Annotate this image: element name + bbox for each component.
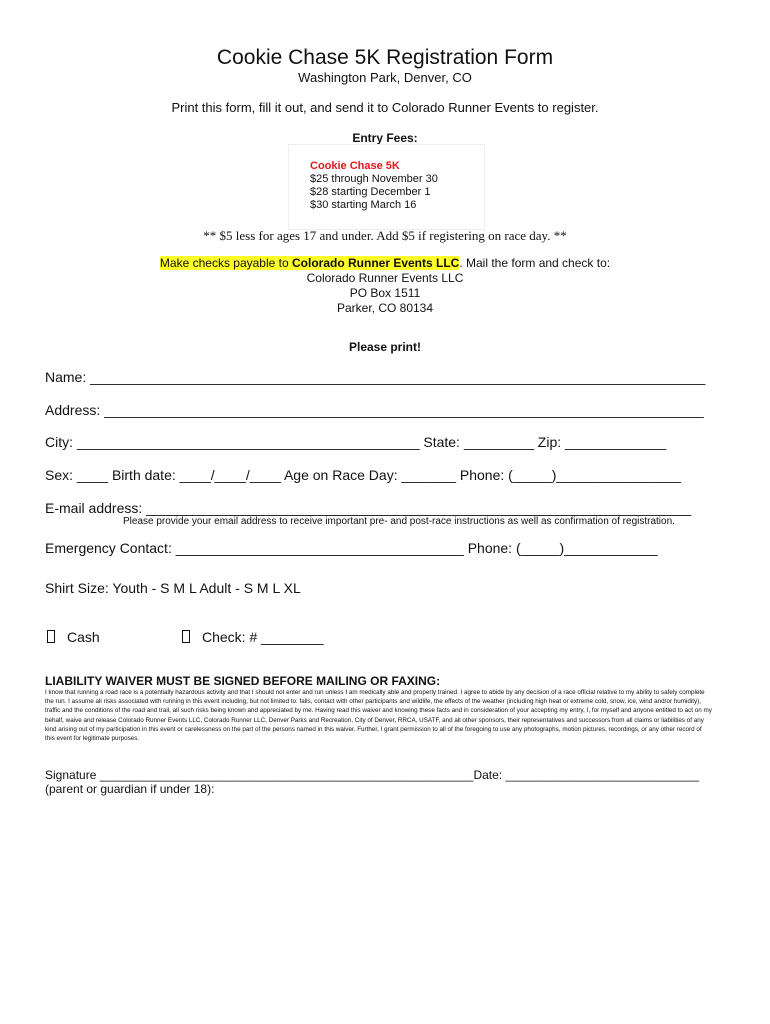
fee-item: $30 starting March 16 [310,199,417,211]
mail-address-line: PO Box 1511 [349,286,421,300]
signature-note: (parent or guardian if under 18): [45,782,215,796]
event-location: Washington Park, Denver, CO [298,70,472,85]
instructions: Print this form, fill it out, and send it to Colorado Runner Events to register. [171,100,599,115]
email-note: Please provide your email address to receive important pre- and post-race instructions as well as confirmation of registration. [123,516,675,527]
waiver-line: kind arising out of my participation in this event or carelessness on the part of the persons named in this waiver. Further, I grant permission to all of the foregoing to use any photographs, motion pictures, recordings, or any other record of [45,725,702,733]
waiver-line: the run. I assume all risks associated with running in this event including, but not limited to: falls, contact with other participants and wildlife, the effects of the weather (including high heat or extreme cold, snow, ice, wind and/or humidity), [45,698,701,706]
emergency-contact-field[interactable]: Emergency Contact: _____________________________________ Phone: (_____)____________ [45,540,658,556]
fee-event-name: Cookie Chase 5K [310,160,400,172]
waiver-text [45,688,712,743]
checkbox-icon[interactable] [182,630,190,643]
mail-address-line: Parker, CO 80134 [336,301,434,315]
payable-suffix: . Mail the form and check to: [459,256,611,270]
cash-label: Cash [67,629,100,645]
address-field[interactable]: Address: _____________________________________________________________________________ [45,402,704,418]
entry-fees-heading: Entry Fees: [352,131,418,145]
mail-address-line: Colorado Runner Events LLC [306,271,464,285]
form-title: Cookie Chase 5K Registration Form [216,46,554,69]
check-option[interactable] [182,629,323,645]
payment-instructions [0,256,770,316]
cash-option[interactable] [45,629,100,645]
waiver-heading: LIABILITY WAIVER MUST BE SIGNED BEFORE MAILING OR FAXING: [45,674,441,688]
entry-fees-box [288,144,485,230]
please-print: Please print! [348,340,422,354]
waiver-line: behalf, waive and release Colorado Runner Events LLC, Colorado Runner LLC, Denver Parks and Recreation, City of Denver, RRCA, USATF, and all other sponsors, their representatives and successors from all claims or liabilities of any [45,716,704,724]
fee-item: $28 starting December 1 [310,186,431,198]
waiver-line: traffic and the conditions of the road and trail, all such risks being known and appreciated by me. Having read this waiver and knowing these facts and in consideration of your accepting my entry, I, for myself and anyone entitled to act on my [45,707,712,715]
payee: Colorado Runner Events LLC [292,256,460,270]
signature-field[interactable]: Signature ________________________________________________________Date: _____________________________ [45,768,699,782]
waiver-line: I know that running a road race is a potentially hazardous activity and that I should not enter and run unless I am medically able and properly trained. I agree to abide by any decision of a race official relative to my ability to safely complete [45,689,705,696]
check-number-field[interactable]: Check: # ________ [202,629,324,645]
checkbox-icon[interactable] [47,630,55,643]
sex-birthdate-age-phone-field[interactable]: Sex: ____ Birth date: ____/____/____ Age on Race Day: _______ Phone: (_____)________________ [45,467,681,483]
city-state-zip-field[interactable]: City: ____________________________________________ State: _________ Zip: _____________ [45,434,667,450]
shirt-size-options[interactable]: Shirt Size: Youth - S M L Adult - S M L XL [45,580,301,596]
fee-item: $25 through November 30 [310,173,438,185]
name-field[interactable]: Name: _______________________________________________________________________________ [45,369,706,385]
waiver-line: this event for legitimate purposes. [45,735,140,743]
age-note: ** $5 less for ages 17 and under. Add $5 if registering on race day. ** [203,228,567,243]
payable-prefix: Make checks payable to [159,256,292,270]
email-field[interactable]: E-mail address: ______________________________________________________________________ [45,500,692,516]
